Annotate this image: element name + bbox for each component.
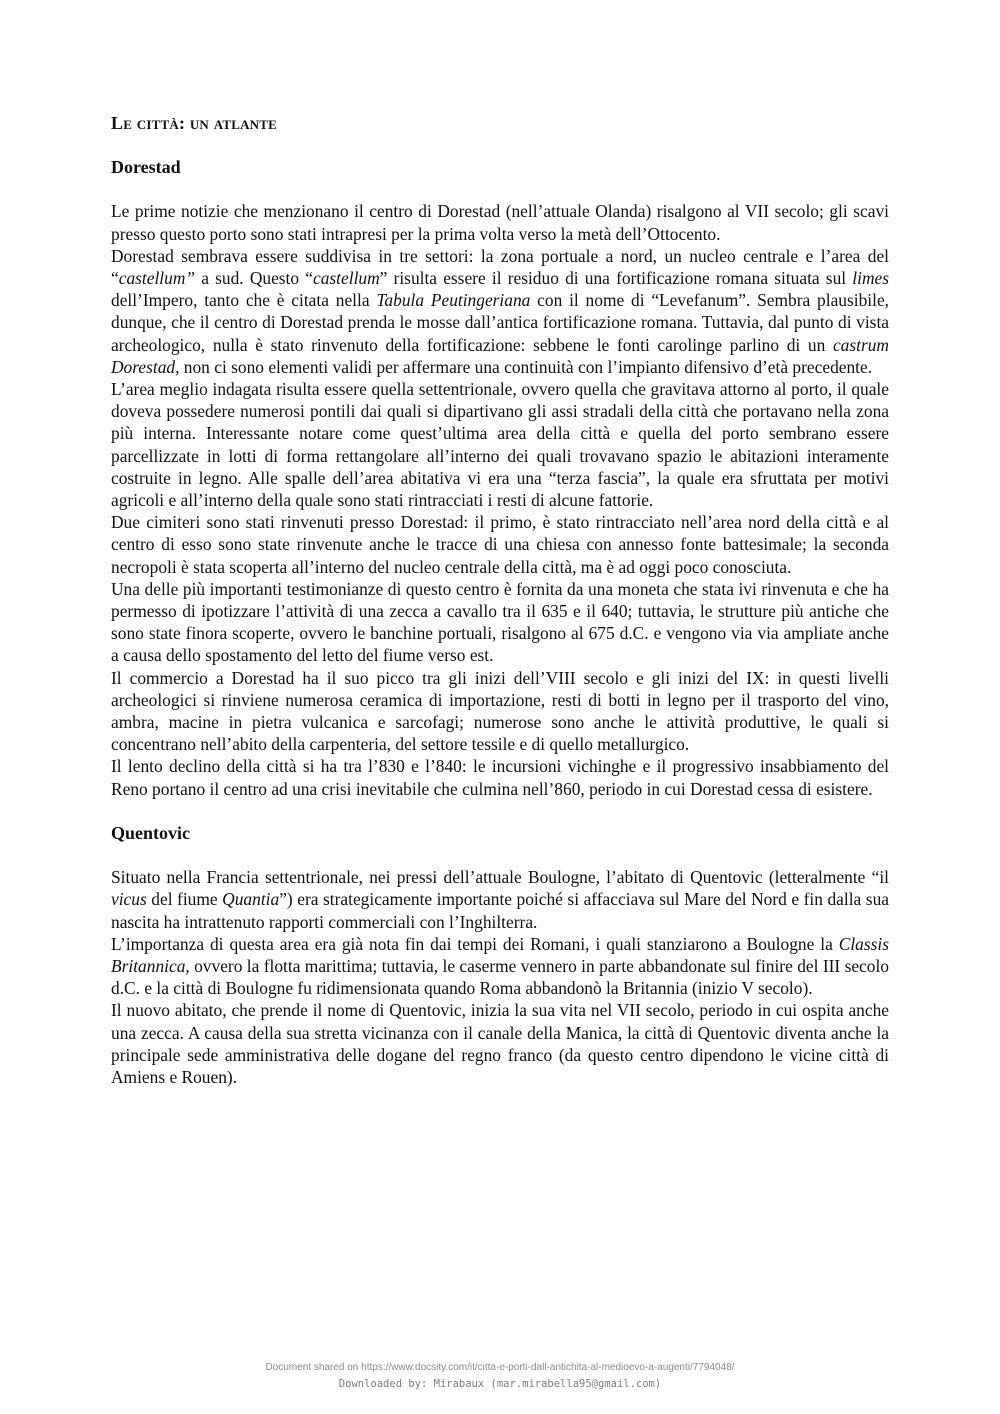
- text-run: ” risulta essere il residuo di una fortificazione romana situata sul: [379, 268, 853, 289]
- text-run: Il commercio a Dorestad ha il suo picco tra gli inizi dell’VIII secolo e gli inizi del IX: in questi livelli archeologici si rinviene numerosa ceramica di importazione, resti di botti in legno per il trasporto del vino, ambra, macine in pietra vulcanica e sarcofagi; numerose sono anche le attività produttive, le quali si concentrano nell’abito della carpenteria, del settore tessile e di quello metallurgico.: [111, 667, 889, 755]
- text-run: Due cimiteri sono stati rinvenuti presso Dorestad: il primo, è stato rintracciato nell’area nord della città e al centro di esso sono state rinvenute anche le tracce di una chiesa con annesso fonte battesimale; la seconda necropoli è stata scoperta all’interno del nucleo centrale della città, ma è ad oggi poco conosciuta.: [111, 512, 889, 577]
- body-paragraph: [111, 933, 889, 1000]
- text-run: L’area meglio indagata risulta essere quella settentrionale, ovvero quella che gravitava attorno al porto, il quale doveva possedere numerosi pontili dai quali si dipartivano gli assi stradali della città che portavano nella zona più interna. Interessante notare come quest’ultima area della città e quella del porto sembrano essere parcellizzate in lotti di forma rettangolare all’interno dei quali trovavano spazio le abitazioni interamente costruite in legno. Alle spalle dell’area abitativa vi era una “terza fascia”, la quale era sfruttata per motivi agricoli e all’interno della quale sono stati rintracciati i resti di alcune fattorie.: [111, 379, 889, 511]
- italic-text-run: vicus: [111, 889, 147, 910]
- italic-text-run: Quantia: [222, 889, 280, 910]
- text-run: Situato nella Francia settentrionale, nei pressi dell’attuale Boulogne, l’abitato di Quentovic (letteralmente “il: [111, 867, 889, 888]
- text-run: Dorestad sembrava essere suddivisa in tre settori: la zona portuale a nord, un nucleo centrale e l’area del “: [111, 245, 889, 289]
- text-run: Le prime notizie che menzionano il centro di Dorestad (nell’attuale Olanda) risalgono al VII secolo; gli scavi presso questo porto sono stati intrapresi per la prima volta verso la metà dell’Ottocento.: [111, 201, 889, 244]
- italic-text-run: Classis Britannica,: [111, 933, 889, 976]
- italic-text-run: castellum: [313, 268, 380, 289]
- sections-container: [111, 156, 889, 1088]
- document-page: [111, 112, 889, 1088]
- italic-text-run: castellum”: [118, 268, 196, 289]
- italic-text-run: castrum Dorestad,: [111, 334, 889, 377]
- text-run: del fiume: [146, 889, 223, 910]
- body-paragraph: [111, 866, 889, 933]
- text-run: ovvero la flotta marittima; tuttavia, le caserme vennero in parte abbandonate sul finire del III secolo d.C. e la città di Boulogne fu ridimensionata quando Roma abbandonò la Britannia (inizio V secolo).: [111, 955, 889, 999]
- text-run: a sud. Questo “: [195, 268, 313, 289]
- section-gap: [111, 800, 889, 822]
- italic-text-run: limes: [852, 268, 889, 289]
- body-paragraph: [111, 999, 889, 1088]
- page-title: Le città: un atlante: [111, 113, 278, 133]
- text-run: L’importanza di questa area era già nota fin dai tempi dei Romani, i quali stanziarono a Boulogne la: [111, 933, 839, 954]
- italic-text-run: Tabula Peutingeriana: [376, 290, 531, 311]
- body-paragraph: [111, 245, 889, 378]
- footer-downloaded-by: Downloaded by: Mirabaux (mar.mirabella95@gmail.com): [338, 1378, 662, 1390]
- body-paragraph: [111, 578, 889, 667]
- body-paragraph: [111, 378, 889, 511]
- footer-shared-link[interactable]: Document shared on https://www.docsity.com/it/citta-e-porti-dall-antichita-al-medioevo-a-augenti/7794048/: [265, 1362, 735, 1373]
- text-run: Una delle più importanti testimonianze di questo centro è fornita da una moneta che stata ivi rinvenuta e che ha permesso di ipotizzare l’attività di una zecca a cavallo tra il 635 e il 640; tuttavia, le strutture più antiche che sono state finora scoperte, ovvero le banchine portuali, risalgono al 675 d.C. e vengono via via ampliate anche a causa dello spostamento del letto del fiume verso est.: [111, 578, 889, 666]
- text-run: ”) era strategicamente importante poiché si affacciava sul Mare del Nord e fin dalla sua nascita ha intrattenuto rapporti commerciali con l’Inghilterra.: [111, 889, 889, 932]
- body-paragraph: [111, 755, 889, 799]
- body-paragraph: [111, 200, 889, 244]
- section-heading: Dorestad: [111, 157, 181, 178]
- body-paragraph: [111, 511, 889, 578]
- text-run: con il nome di “Levefanum”. Sembra plausibile, dunque, che il centro di Dorestad prenda le mosse dall’antica fortificazione romana. Tuttavia, dal punto di vista archeologico, nulla è stato rinvenuto della fortificazione: sebbene le fonti carolinge parlino di un: [111, 290, 890, 355]
- text-run: Il nuovo abitato, che prende il nome di Quentovic, inizia la sua vita nel VII secolo, periodo in cui ospita anche una zecca. A causa della sua stretta vicinanza con il canale della Manica, la città di Quentovic diventa anche la principale sede amministrativa delle dogane del regno franco (da questo centro dipendono le vicine città di Amiens e Rouen).: [111, 1000, 889, 1087]
- text-run: non ci sono elementi validi per affermare una continuità con l’impianto difensivo d’età precedente.: [179, 356, 873, 377]
- text-run: dell’Impero, tanto che è citata nella: [111, 290, 377, 311]
- body-paragraph: [111, 667, 889, 756]
- section-heading: Quentovic: [111, 822, 190, 843]
- text-run: Il lento declino della città si ha tra l’830 e l’840: le incursioni vichinghe e il progressivo insabbiamento del Reno portano il centro ad una crisi inevitabile che culmina nell’860, periodo in cui Dorestad cessa di esistere.: [111, 756, 889, 799]
